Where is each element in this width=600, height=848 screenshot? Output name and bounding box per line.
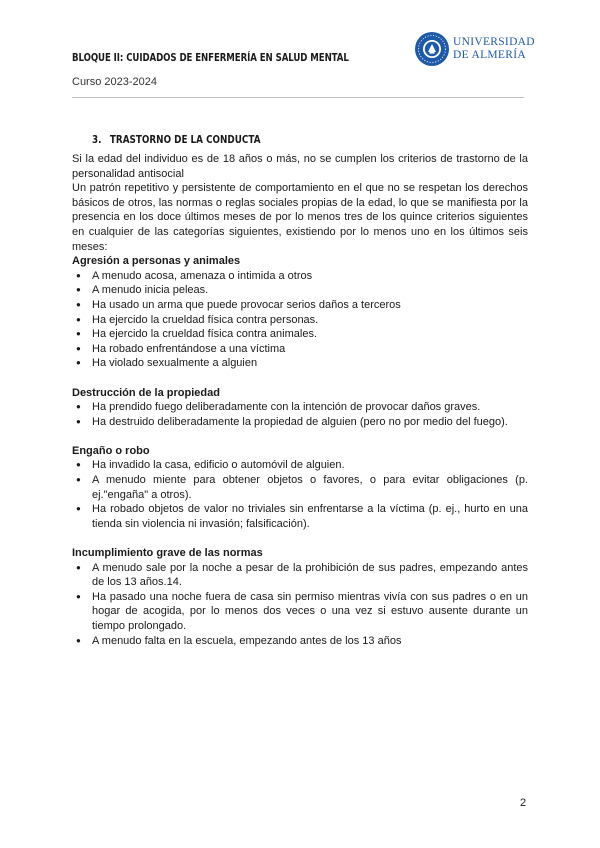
category-heading: Incumplimiento grave de las normas <box>72 547 263 560</box>
header-title: BLOQUE II: CUIDADOS DE ENFERMERÍA EN SALUD MENTAL <box>72 52 349 64</box>
criteria-list <box>72 561 528 649</box>
criteria-list <box>72 400 528 429</box>
list-item: ● A menudo falta en la escuela, empezando antes de los 13 años <box>72 634 528 649</box>
category-heading: Agresión a personas y animales <box>72 255 241 268</box>
page-number: 2 <box>520 797 527 809</box>
criteria-list <box>72 458 528 531</box>
list-item: ● Ha robado enfrentándose a una víctima <box>72 342 528 357</box>
section-content <box>72 152 528 648</box>
header-divider <box>72 97 524 98</box>
list-item: ● Ha prendido fuego deliberadamente con la intención de provocar daños graves. <box>72 400 528 415</box>
list-item: ● A menudo sale por la noche a pesar de la prohibición de sus padres, empezando antes de los 13 años.14. <box>72 561 528 590</box>
list-item: ● A menudo acosa, amenaza o intimida a otros <box>72 269 528 284</box>
course-label: Curso 2023-2024 <box>72 76 158 88</box>
section-title <box>92 134 261 146</box>
university-seal-icon <box>414 31 450 67</box>
list-item: ● Ha ejercido la crueldad física contra personas. <box>72 313 528 328</box>
list-item: ● Ha violado sexualmente a alguien <box>72 356 528 371</box>
list-item: ● Ha destruido deliberadamente la propiedad de alguien (pero no por medio del fuego). <box>72 415 528 430</box>
list-item: ● Ha pasado una noche fuera de casa sin permiso mientras vivía con sus padres o en un hogar de acogida, por lo menos dos veces o una vez si estuvo ausente durante un tiempo prolongado. <box>72 590 528 634</box>
list-item: ● Ha usado un arma que puede provocar serios daños a terceros <box>72 298 528 313</box>
category-heading: Engaño o robo <box>72 444 150 457</box>
section-number: 3. <box>92 134 102 146</box>
intro-paragraph: Un patrón repetitivo y persistente de comportamiento en el que no se respetan los derechos básicos de otros, las normas o reglas sociales propias de la edad, lo que se manifiesta por la presencia en los doce últimos meses de por lo menos tres de los quince criterios siguientes en cualquier de las categorías siguientes, existiendo por lo menos uno en los últimos seis meses: <box>72 182 528 253</box>
criteria-list <box>72 269 528 371</box>
list-item: ● Ha robado objetos de valor no triviales sin enfrentarse a la víctima (p. ej., hurto en una tienda sin violencia ni invasión; falsificación). <box>72 502 528 531</box>
logo-text-line-2: DE ALMERÍA <box>453 49 526 61</box>
logo-text-line-1: UNIVERSIDAD <box>453 36 535 48</box>
list-item: ● Ha ejercido la crueldad física contra animales. <box>72 327 528 342</box>
intro-paragraph: Si la edad del individuo es de 18 años o más, no se cumplen los criterios de trastorno de la personalidad antisocial <box>72 153 528 180</box>
list-item: ● A menudo inicia peleas. <box>72 283 528 298</box>
university-logo <box>412 28 535 70</box>
category-heading: Destrucción de la propiedad <box>72 386 220 399</box>
section-title-text: TRASTORNO DE LA CONDUCTA <box>109 134 261 146</box>
list-item: ● Ha invadido la casa, edificio o automóvil de alguien. <box>72 458 528 473</box>
list-item: ● A menudo miente para obtener objetos o favores, o para evitar obligaciones (p. ej."engaña" a otros). <box>72 473 528 502</box>
